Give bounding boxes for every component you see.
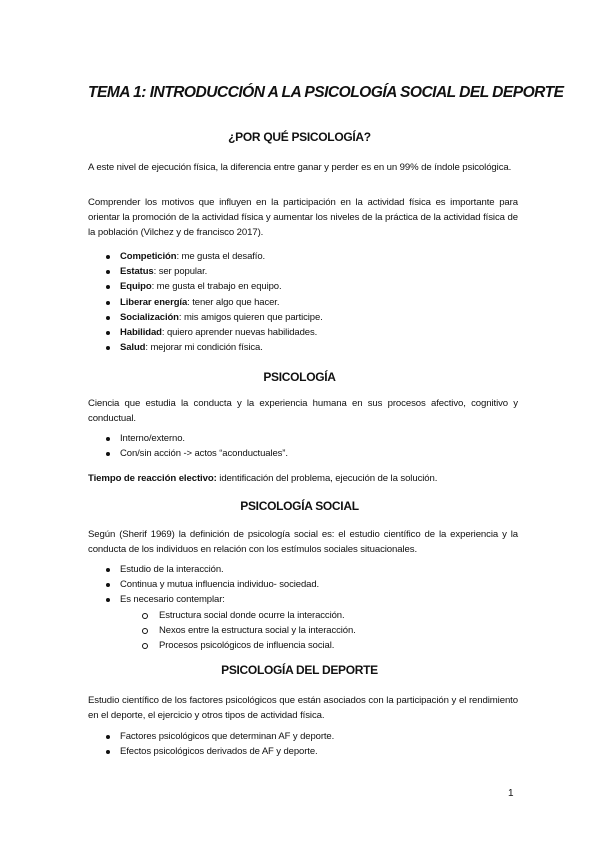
term: Salud — [120, 342, 146, 354]
bullet-icon — [106, 583, 110, 587]
list-item — [88, 744, 518, 759]
bullet-icon — [106, 735, 110, 739]
heading-psicologia-deporte: PSICOLOGÍA DEL DEPORTE — [221, 663, 378, 677]
list-item — [88, 264, 518, 279]
list-item-text: Con/sin acción -> actos “aconductuales”. — [120, 448, 288, 460]
paragraph-ciencia: Ciencia que estudia la conducta y la experiencia humana en sus procesos afectivo, cognitivo y conductual. — [88, 398, 518, 424]
sublist-item — [88, 623, 518, 638]
heading-psicologia-social: PSICOLOGÍA SOCIAL — [240, 499, 359, 513]
list-item — [88, 577, 518, 592]
circle-bullet-icon — [142, 613, 148, 619]
bullet-icon — [106, 437, 110, 441]
circle-bullet-icon — [142, 628, 148, 634]
list-item-text: Procesos psicológicos de influencia social. — [159, 640, 335, 652]
paragraph-sherif: Según (Sherif 1969) la definición de psicología social es: el estudio científico de la experiencia y la conducta de los individuos en relación con los estímulos sociales situacionales. — [88, 529, 518, 555]
list-item — [88, 729, 518, 744]
term-text: : tener algo que hacer. — [187, 296, 280, 308]
term: Competición — [120, 251, 177, 262]
list-item — [88, 340, 518, 355]
heading-por-que-psicologia: ¿POR QUÉ PSICOLOGÍA? — [228, 130, 371, 144]
term: Tiempo de reacción electivo: — [88, 473, 217, 484]
list-item-text: Efectos psicológicos derivados de AF y deporte. — [120, 746, 318, 758]
page-number: 1 — [508, 788, 514, 799]
list-item-text: Continua y mutua influencia individuo- sociedad. — [120, 579, 320, 591]
term: Liberar energía — [120, 296, 188, 308]
list-item — [88, 325, 518, 340]
document-title: TEMA 1: INTRODUCCIÓN A LA PSICOLOGÍA SOCIAL DEL DEPORTE — [88, 84, 564, 101]
circle-bullet-icon — [142, 643, 148, 649]
list-item-text: Factores psicológicos que determinan AF y deporte. — [120, 731, 335, 742]
term-text: : ser popular. — [153, 266, 208, 278]
bullet-icon — [106, 316, 110, 320]
list-item — [88, 279, 518, 294]
term-text: : me gusta el trabajo en equipo. — [151, 281, 282, 293]
contemplar-sublist — [88, 608, 518, 654]
term-text: : quiero aprender nuevas habilidades. — [161, 326, 318, 338]
bullet-icon — [106, 270, 110, 274]
paragraph-estudio-cientifico: Estudio científico de los factores psicológicos que están asociados con la participación y el rendimiento en el deporte, el ejercicio y otros tipos de actividad física. — [88, 695, 518, 721]
psicologia-list — [88, 431, 518, 461]
psicologia-social-list — [88, 562, 518, 608]
bullet-icon — [106, 255, 110, 259]
term-text: identificación del problema, ejecución de la solución. — [216, 473, 438, 484]
bullet-icon — [106, 568, 110, 572]
list-item-text: Es necesario contemplar: — [120, 594, 225, 606]
list-item-text: Interno/externo. — [120, 433, 185, 444]
list-item — [88, 592, 518, 607]
list-item-text: Estructura social donde ocurre la interacción. — [159, 610, 345, 621]
term-text: : mejorar mi condición física. — [145, 342, 263, 354]
sublist-item — [88, 608, 518, 623]
motives-list — [88, 249, 518, 355]
deporte-list — [88, 729, 518, 759]
list-item — [88, 295, 518, 310]
list-item-text: Estudio de la interacción. — [120, 564, 224, 575]
list-item — [88, 562, 518, 577]
list-item — [88, 431, 518, 446]
term: Socialización — [120, 311, 179, 323]
paragraph-tiempo-reaccion — [88, 471, 518, 486]
term-text: : me gusta el desafío. — [176, 251, 266, 262]
term: Habilidad — [120, 326, 162, 338]
bullet-icon — [106, 285, 110, 289]
paragraph-motivos: Comprender los motivos que influyen en la participación en la actividad física es importante para orientar la promoción de la actividad física y aumentar los niveles de la práctica de la actividad física de la población (Vilchez y de francisco 2017). — [88, 197, 518, 238]
sublist-item — [88, 638, 518, 653]
list-item — [88, 310, 518, 325]
bullet-icon — [106, 331, 110, 335]
bullet-icon — [106, 750, 110, 754]
bullet-icon — [106, 598, 110, 602]
term-text: : mis amigos quieren que participe. — [178, 311, 323, 323]
bullet-icon — [106, 301, 110, 305]
list-item — [88, 249, 518, 264]
bullet-icon — [106, 452, 110, 456]
term: Estatus — [120, 266, 154, 278]
list-item-text: Nexos entre la estructura social y la interacción. — [159, 625, 356, 637]
heading-psicologia: PSICOLOGÍA — [263, 370, 336, 384]
paragraph-nivel-ejecucion: A este nivel de ejecución física, la diferencia entre ganar y perder es en un 99% de índole psicológica. — [88, 162, 512, 173]
bullet-icon — [106, 346, 110, 350]
term: Equipo — [120, 281, 152, 293]
list-item — [88, 446, 518, 461]
